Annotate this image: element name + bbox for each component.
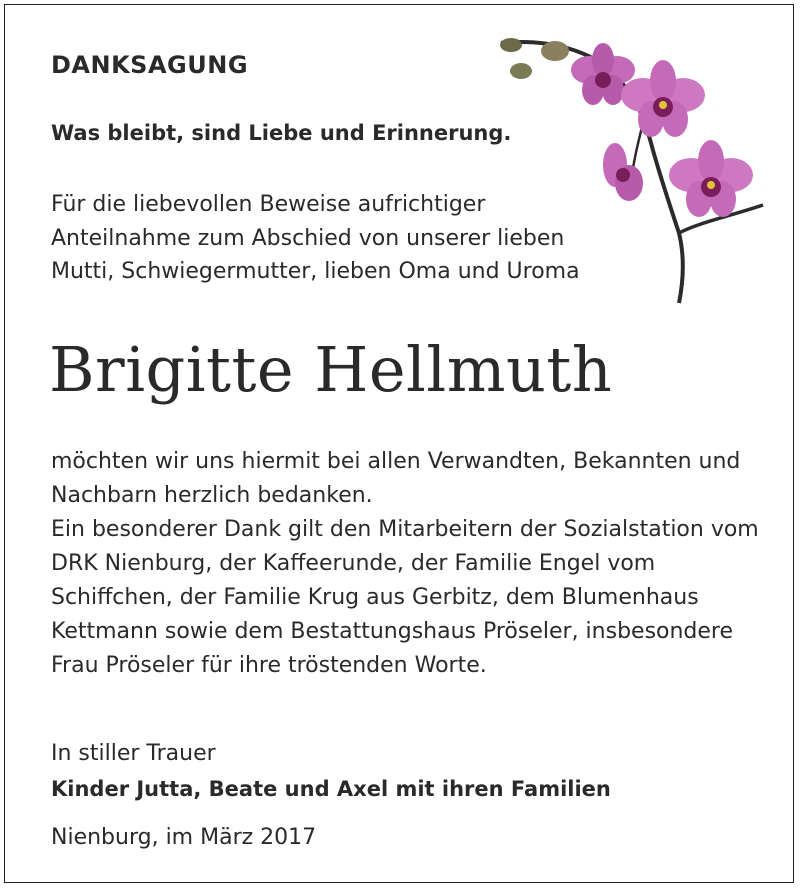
deceased-name: Brigitte Hellmuth	[49, 333, 613, 406]
notice-heading: DANKSAGUNG	[51, 51, 249, 79]
signature-intro: In stiller Trauer	[51, 741, 216, 766]
notice-intro: Für die liebevollen Beweise aufrichtiger Anteilnahme zum Abschied von unserer lieben Mutti, Schwiegermutter, lieben Oma und Uroma	[51, 192, 580, 284]
notice-motto: Was bleibt, sind Liebe und Erinnerung.	[51, 121, 512, 145]
notice-frame	[4, 4, 794, 883]
signature-names: Kinder Jutta, Beate und Axel mit ihren Familien	[51, 777, 611, 801]
notice-body	[51, 445, 771, 683]
orchid-illustration-icon	[493, 33, 773, 308]
body-paragraph-thanks: möchten wir uns hiermit bei allen Verwandten, Bekannten und Nachbarn herzlich bedanken.	[51, 449, 741, 508]
body-paragraph-special-thanks: Ein besonderer Dank gilt den Mitarbeitern der Sozialstation vom DRK Nienburg, der Kaffeerunde, der Familie Engel vom Schiffchen, der Familie Krug aus Gerbitz, dem Blumenhaus Kettmann sowie dem Bestattungshaus Pröseler, insbesondere Frau Pröseler für ihre tröstenden Worte.	[51, 517, 759, 678]
place-and-date: Nienburg, im März 2017	[51, 825, 317, 850]
